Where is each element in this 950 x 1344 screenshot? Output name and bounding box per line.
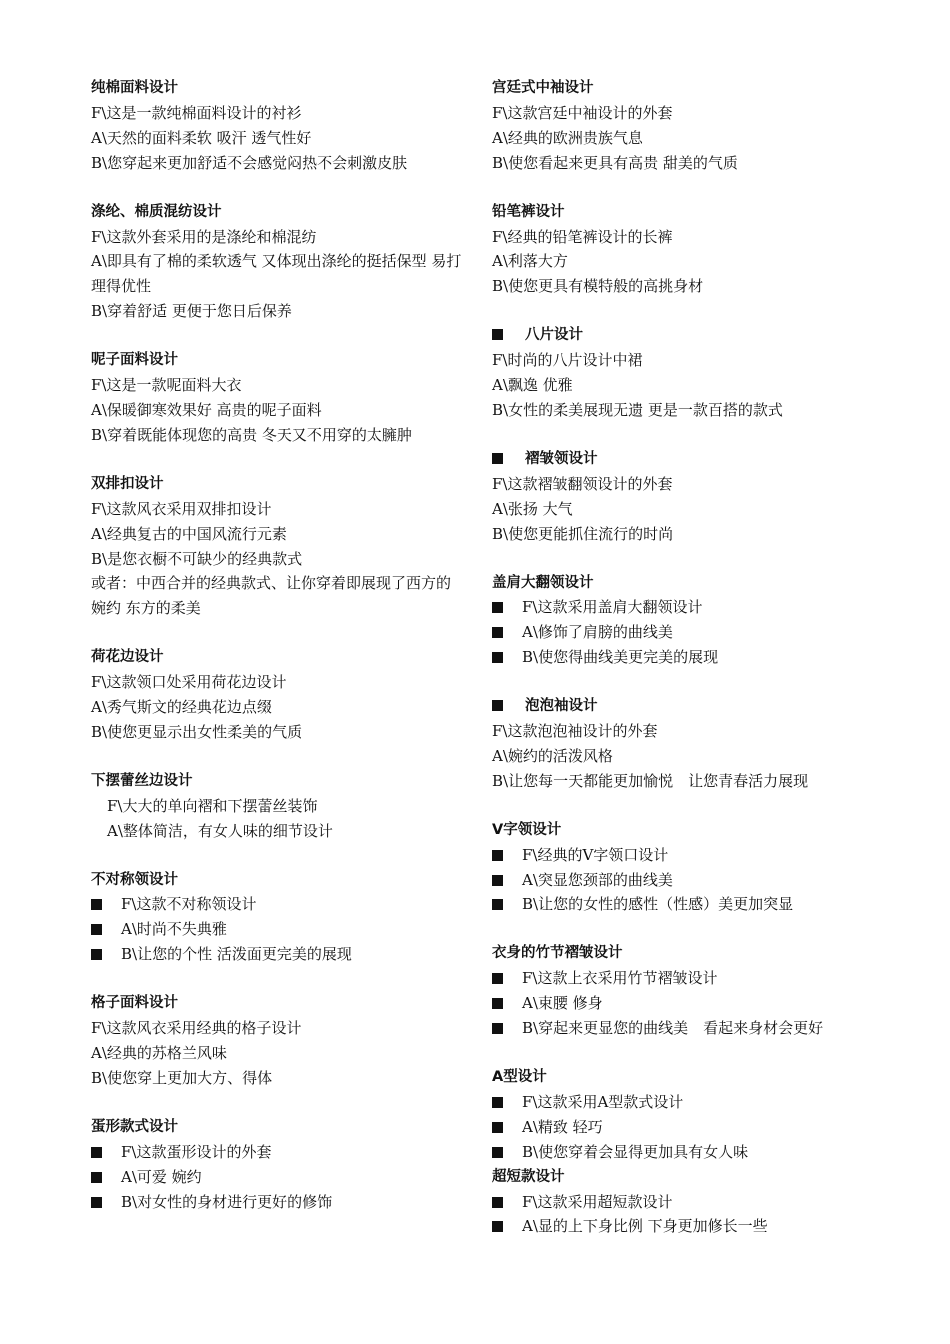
text-line xyxy=(492,595,864,620)
text-line xyxy=(492,348,864,373)
text-line-content: B\您穿起来更加舒适不会感觉闷热不会刺激皮肤 xyxy=(91,153,408,172)
text-line xyxy=(91,1165,463,1190)
square-bullet-icon xyxy=(492,627,503,638)
section-title-text: 荷花边设计 xyxy=(91,649,164,666)
right-column-section-5 xyxy=(492,571,864,671)
section-title xyxy=(492,1065,864,1090)
text-line xyxy=(492,1090,864,1115)
right-column-section-7 xyxy=(492,818,864,918)
text-line-content: A\精致 轻巧 xyxy=(522,1117,603,1136)
text-line xyxy=(492,472,864,497)
text-line xyxy=(492,101,864,126)
text-line xyxy=(91,942,463,967)
section-title-text: 不对称领设计 xyxy=(91,871,178,888)
section-title xyxy=(91,348,463,373)
text-line-content: B\让您的个性 活泼面更完美的展现 xyxy=(121,945,352,964)
section-title xyxy=(492,200,864,225)
text-line xyxy=(492,966,864,991)
square-bullet-icon xyxy=(492,1122,503,1133)
square-bullet-icon xyxy=(492,1221,503,1232)
square-bullet-icon xyxy=(492,875,503,886)
square-bullet-icon xyxy=(91,949,102,960)
right-column-section-1 xyxy=(492,76,864,176)
text-line-content: F\这款褶皱翻领设计的外套 xyxy=(492,474,673,493)
right-column-section-10 xyxy=(492,1165,864,1240)
text-line xyxy=(492,126,864,151)
section-title xyxy=(91,1115,463,1140)
square-bullet-icon xyxy=(492,652,503,663)
square-bullet-icon xyxy=(492,998,503,1009)
section-title-text: 格子面料设计 xyxy=(91,995,178,1012)
square-bullet-icon xyxy=(492,453,503,464)
text-line-content: A\利落大方 xyxy=(492,252,568,271)
section-title xyxy=(91,991,463,1016)
text-line xyxy=(91,670,463,695)
square-bullet-icon xyxy=(492,850,503,861)
section-title-text: 下摆蕾丝边设计 xyxy=(91,772,193,789)
text-line xyxy=(492,719,864,744)
text-line xyxy=(492,249,864,274)
text-line xyxy=(91,398,463,423)
text-line xyxy=(91,249,463,299)
text-line-content: B\让您的女性的感性（性感）美更加突显 xyxy=(522,895,794,914)
text-line-content: B\使您更能抓住流行的时尚 xyxy=(492,524,674,543)
section-title xyxy=(492,76,864,101)
text-line-content: A\张扬 大气 xyxy=(492,499,573,518)
text-line-content: 或者：中西合并的经典款式、让你穿着即展现了西方的婉约 东方的柔美 xyxy=(91,574,452,618)
text-line-content: B\使您更具有模特般的高挑身材 xyxy=(492,277,704,296)
text-line-content: A\修饰了肩膀的曲线美 xyxy=(522,623,673,642)
section-title xyxy=(91,868,463,893)
section-title-text: A型设计 xyxy=(492,1069,547,1085)
text-line-content: F\这款上衣采用竹节褶皱设计 xyxy=(522,969,718,988)
square-bullet-icon xyxy=(91,924,102,935)
square-bullet-icon xyxy=(91,1197,102,1208)
text-line-content: F\这款采用盖肩大翻领设计 xyxy=(522,598,703,617)
text-line-content: F\这是一款呢面料大衣 xyxy=(91,376,242,395)
section-title-text: 双排扣设计 xyxy=(91,475,164,492)
text-line xyxy=(91,1041,463,1066)
text-line-content: A\时尚不失典雅 xyxy=(121,920,227,939)
text-line-content: B\是您衣橱不可缺少的经典款式 xyxy=(91,549,303,568)
square-bullet-icon xyxy=(91,1147,102,1158)
text-line-content: B\穿着既能体现您的高贵 冬天又不用穿的太臃肿 xyxy=(91,425,412,444)
square-bullet-icon xyxy=(492,602,503,613)
text-line-content: F\经典的铅笔裤设计的长裤 xyxy=(492,227,673,246)
square-bullet-icon xyxy=(492,973,503,984)
text-line-content: F\这款外套采用的是涤纶和棉混纺 xyxy=(91,227,317,246)
text-line xyxy=(492,497,864,522)
right-column-section-9 xyxy=(492,1065,864,1165)
text-line-content: B\使您穿上更加大方、得体 xyxy=(91,1068,273,1087)
text-line xyxy=(91,151,463,176)
left-column-section-9 xyxy=(91,1115,463,1215)
square-bullet-icon xyxy=(492,329,503,340)
text-line xyxy=(492,151,864,176)
text-line xyxy=(91,225,463,250)
section-title xyxy=(91,472,463,497)
text-line-content: F\这款泡泡袖设计的外套 xyxy=(492,722,658,741)
left-column-section-7 xyxy=(91,868,463,968)
left-column xyxy=(91,76,463,1238)
square-bullet-icon xyxy=(91,1172,102,1183)
text-line xyxy=(492,522,864,547)
section-title xyxy=(492,694,864,719)
text-line xyxy=(492,769,864,794)
right-column-section-3 xyxy=(492,323,864,423)
square-bullet-icon xyxy=(492,899,503,910)
text-line-content: B\对女性的身材进行更好的修饰 xyxy=(121,1192,333,1211)
text-line xyxy=(91,101,463,126)
text-line xyxy=(492,645,864,670)
section-title-text: V字领设计 xyxy=(492,821,562,838)
text-line-content: B\使您看起来更具有高贵 甜美的气质 xyxy=(492,153,738,172)
text-line xyxy=(91,373,463,398)
square-bullet-icon xyxy=(492,1197,503,1208)
text-line-content: B\穿着舒适 更便于您日后保养 xyxy=(91,302,292,321)
text-line xyxy=(91,522,463,547)
section-title xyxy=(492,323,864,348)
section-title-text: 褶皱领设计 xyxy=(525,450,598,467)
text-line-content: A\突显您颈部的曲线美 xyxy=(522,870,673,889)
text-line-content: F\这是一款纯棉面料设计的衬衫 xyxy=(91,103,302,122)
section-title-text: 衣身的竹节褶皱设计 xyxy=(492,945,623,962)
text-line xyxy=(91,126,463,151)
text-line-content: A\可爱 婉约 xyxy=(121,1167,202,1186)
text-line-content: F\这款领口处采用荷花边设计 xyxy=(91,673,287,692)
text-line xyxy=(91,571,463,621)
text-line xyxy=(91,794,463,819)
text-line-content: F\这款采用超短款设计 xyxy=(522,1192,673,1211)
text-line-content: F\这款不对称领设计 xyxy=(121,895,257,914)
text-line xyxy=(492,1214,864,1239)
right-column xyxy=(492,76,864,1263)
square-bullet-icon xyxy=(492,1147,503,1158)
text-line-content: F\这款风衣采用经典的格子设计 xyxy=(91,1019,302,1038)
text-line xyxy=(91,547,463,572)
text-line-content: A\婉约的活泼风格 xyxy=(492,746,613,765)
square-bullet-icon xyxy=(492,1023,503,1034)
section-title-text: 呢子面料设计 xyxy=(91,352,178,369)
right-column-section-8 xyxy=(492,941,864,1041)
text-line xyxy=(492,274,864,299)
text-line-content: A\天然的面料柔软 吸汗 透气性好 xyxy=(91,128,312,147)
text-line xyxy=(91,720,463,745)
text-line-content: A\保暖御寒效果好 高贵的呢子面料 xyxy=(91,400,322,419)
right-column-section-2 xyxy=(492,200,864,300)
section-title xyxy=(91,76,463,101)
text-line xyxy=(492,398,864,423)
text-line xyxy=(492,1190,864,1215)
text-line-content: A\经典复古的中国风流行元素 xyxy=(91,524,287,543)
text-line xyxy=(91,299,463,324)
text-line xyxy=(91,695,463,720)
text-line xyxy=(91,1140,463,1165)
text-line-content: F\这款宫廷中袖设计的外套 xyxy=(492,103,673,122)
text-line xyxy=(492,1115,864,1140)
text-line-content: F\这款采用A型款式设计 xyxy=(522,1092,684,1111)
section-title xyxy=(492,571,864,596)
text-line xyxy=(492,868,864,893)
text-line-content: F\经典的V字领口设计 xyxy=(522,845,669,864)
right-column-section-6 xyxy=(492,694,864,794)
text-line-content: B\穿起来更显您的曲线美 看起来身材会更好 xyxy=(522,1019,824,1038)
text-line xyxy=(492,373,864,398)
section-title xyxy=(492,941,864,966)
text-line-content: B\让您每一天都能更加愉悦 让您青春活力展现 xyxy=(492,771,809,790)
text-line xyxy=(492,892,864,917)
section-title xyxy=(492,818,864,843)
section-title xyxy=(492,1165,864,1190)
text-line xyxy=(492,620,864,645)
text-line xyxy=(492,1016,864,1041)
left-column-section-6 xyxy=(91,769,463,844)
section-title-text: 纯棉面料设计 xyxy=(91,80,178,96)
right-column-section-4 xyxy=(492,447,864,547)
text-line-content: B\使您穿着会显得更加具有女人味 xyxy=(522,1142,749,1161)
text-line-content: A\经典的欧洲贵族气息 xyxy=(492,128,643,147)
text-line xyxy=(91,497,463,522)
section-title xyxy=(91,769,463,794)
left-column-section-8 xyxy=(91,991,463,1091)
text-line xyxy=(91,423,463,448)
left-column-section-2 xyxy=(91,200,463,325)
text-line-content: A\整体简洁，有女人味的细节设计 xyxy=(107,821,333,840)
text-line xyxy=(492,744,864,769)
text-line xyxy=(91,1016,463,1041)
left-column-section-5 xyxy=(91,645,463,745)
square-bullet-icon xyxy=(91,899,102,910)
section-title xyxy=(91,645,463,670)
text-line-content: F\这款蛋形设计的外套 xyxy=(121,1142,272,1161)
square-bullet-icon xyxy=(492,1097,503,1108)
text-line xyxy=(492,991,864,1016)
section-title-text: 宫廷式中袖设计 xyxy=(492,80,594,96)
text-line-content: A\飘逸 优雅 xyxy=(492,376,573,395)
square-bullet-icon xyxy=(492,700,503,711)
text-line xyxy=(492,225,864,250)
section-title-text: 蛋形款式设计 xyxy=(91,1118,178,1135)
section-title-text: 涤纶、棉质混纺设计 xyxy=(91,203,222,220)
section-title xyxy=(91,200,463,225)
text-line-content: A\束腰 修身 xyxy=(522,994,603,1013)
text-line-content: B\女性的柔美展现无遗 更是一款百搭的款式 xyxy=(492,400,783,419)
text-line-content: A\经典的苏格兰风味 xyxy=(91,1044,227,1062)
text-line-content: A\秀气斯文的经典花边点缀 xyxy=(91,698,272,717)
text-line-content: B\使您更显示出女性柔美的气质 xyxy=(91,722,303,741)
left-column-section-3 xyxy=(91,348,463,448)
section-title-text: 八片设计 xyxy=(525,327,583,344)
left-column-section-4 xyxy=(91,472,463,621)
text-line-content: B\使您得曲线美更完美的展现 xyxy=(522,648,719,667)
section-title-text: 盖肩大翻领设计 xyxy=(492,574,594,591)
section-title-text: 铅笔裤设计 xyxy=(492,203,565,220)
text-line xyxy=(91,892,463,917)
text-line-content: F\这款风衣采用双排扣设计 xyxy=(91,499,272,518)
text-line-content: F\大大的单向褶和下摆蕾丝装饰 xyxy=(107,796,318,815)
section-title-text: 泡泡袖设计 xyxy=(525,698,598,715)
text-line-content: F\时尚的八片设计中裙 xyxy=(492,351,643,370)
text-line xyxy=(492,1140,864,1165)
left-column-section-1 xyxy=(91,76,463,176)
section-title-text: 超短款设计 xyxy=(492,1168,565,1185)
section-title xyxy=(492,447,864,472)
text-line xyxy=(91,819,463,844)
text-line xyxy=(91,1190,463,1215)
text-line xyxy=(91,917,463,942)
text-line-content: A\显的上下身比例 下身更加修长一些 xyxy=(522,1217,768,1236)
text-line-content: A\即具有了棉的柔软透气 又体现出涤纶的挺括保型 易打理得优性 xyxy=(91,252,462,296)
text-line xyxy=(91,1066,463,1091)
text-line xyxy=(492,843,864,868)
